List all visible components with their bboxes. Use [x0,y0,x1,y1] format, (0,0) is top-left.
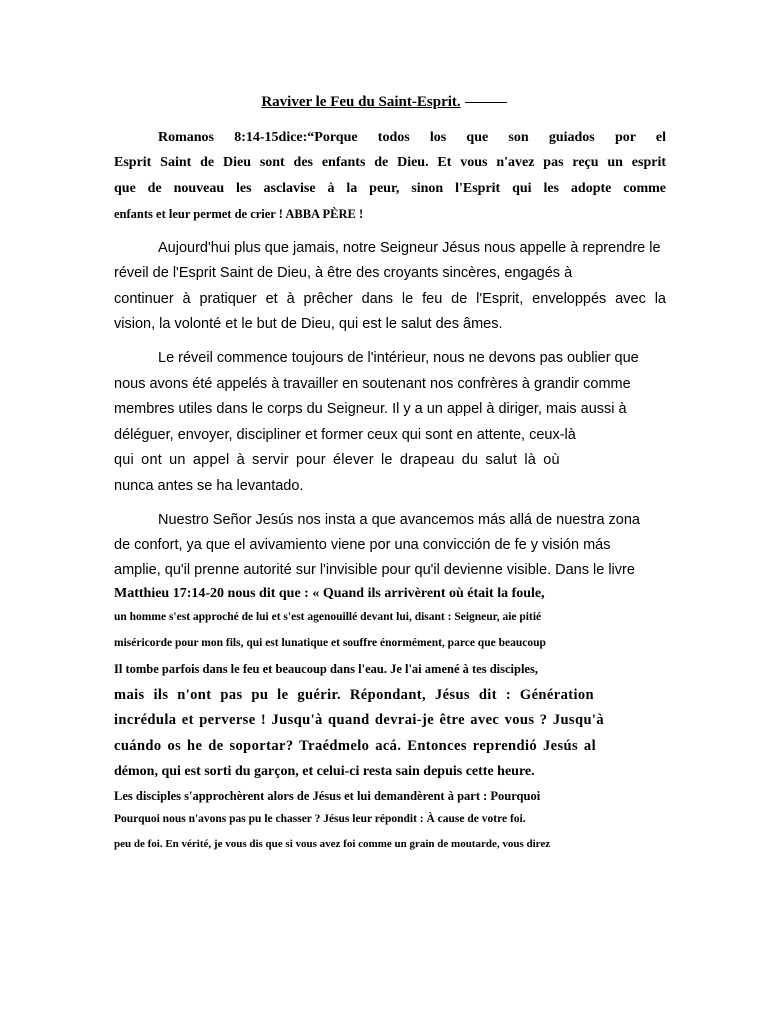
paragraph3-line-3: membres utiles dans le corps du Seigneur. Il y a un appel à diriger, mais aussi à [114,401,627,417]
paragraph4-line-10: cuándo os he de soportar? Traédmelo acá. Entonces reprendió Jesús al [114,738,596,754]
paragraph4-line-8: mais ils n'ont pas pu le guérir. Répondant, Jésus dit : Génération [114,687,594,703]
paragraph3-line-6: nunca antes se ha levantado. [114,478,304,494]
paragraph4-line-12: Les disciples s'approchèrent alors de Jésus et lui demandèrent à part : Pourquoi [114,789,541,803]
paragraph4-line-5: un homme s'est approché de lui et s'est agenouillé devant lui, disant : Seigneur, aie pitié [114,611,542,623]
paragraph4-line-9: incrédula et perverse ! Jusqu'à quand devrai-je être avec vous ? Jusqu'à [114,712,604,728]
paragraph1-line-2: Esprit Saint de Dieu sont des enfants de Dieu. Et vous n'avez pas reçu un esprit [114,155,666,170]
paragraph3-line-1: Le réveil commence toujours de l'intérieur, nous ne devons pas oublier que [158,350,639,366]
paragraph1-line-3: que de nouveau les asclavise à la peur, sinon l'Esprit qui les adopte comme [114,181,666,196]
paragraph4-line-11: démon, qui est sorti du garçon, et celui-ci resta sain depuis cette heure. [114,764,535,779]
paragraph2-line-4: vision, la volonté et le but de Dieu, qui est le salut des âmes. [114,316,503,332]
paragraph3-line-5: qui ont un appel à servir pour élever le drapeau du salut là où [114,452,560,468]
paragraph4-line-7: Il tombe parfois dans le feu et beaucoup dans l'eau. Je l'ai amené à tes disciples, [114,662,538,676]
document-title [0,94,768,111]
paragraph2-line-2: réveil de l'Esprit Saint de Dieu, à être des croyants sincères, engagés à [114,265,573,281]
paragraph1-line-4: enfants et leur permet de crier ! ABBA PÈRE ! [114,207,364,221]
paragraph4-line-13: Pourquoi nous n'avons pas pu le chasser ? Jésus leur répondit : À cause de votre foi. [114,813,526,825]
paragraph4-line-14: peu de foi. En vérité, je vous dis que si vous avez foi comme un grain de moutarde, vous direz [114,838,551,850]
paragraph3-line-2: nous avons été appelés à travailler en soutenant nos confrères à grandir comme [114,376,631,392]
paragraph4-line-3: amplie, qu'il prenne autorité sur l'invisible pour qu'il devienne visible. Dans le livre [114,562,635,578]
paragraph3-line-4: déléguer, envoyer, discipliner et former ceux qui sont en attente, ceux-là [114,427,576,443]
paragraph1-line-1: Romanos 8:14-15dice:“Porque todos los que son guiados por el [158,130,666,145]
paragraph4-line-2: de confort, ya que el avivamiento viene por una convicción de fe y visión más [114,537,611,553]
paragraph2-line-3: continuer à pratiquer et à prêcher dans le feu de l'Esprit, enveloppés avec la [114,291,666,307]
document-title-text: Raviver le Feu du Saint-Esprit. [261,94,461,110]
paragraph4-line-6: miséricorde pour mon fils, qui est lunatique et souffre énormément, parce que beaucoup [114,637,546,649]
paragraph2-line-1: Aujourd'hui plus que jamais, notre Seigneur Jésus nous appelle à reprendre le [158,240,661,256]
title-blank-line [465,102,507,103]
paragraph4-line-4: Matthieu 17:14-20 nous dit que : « Quand ils arrivèrent où était la foule, [114,586,545,601]
paragraph4-line-1: Nuestro Señor Jesús nos insta a que avancemos más allá de nuestra zona [158,512,640,528]
